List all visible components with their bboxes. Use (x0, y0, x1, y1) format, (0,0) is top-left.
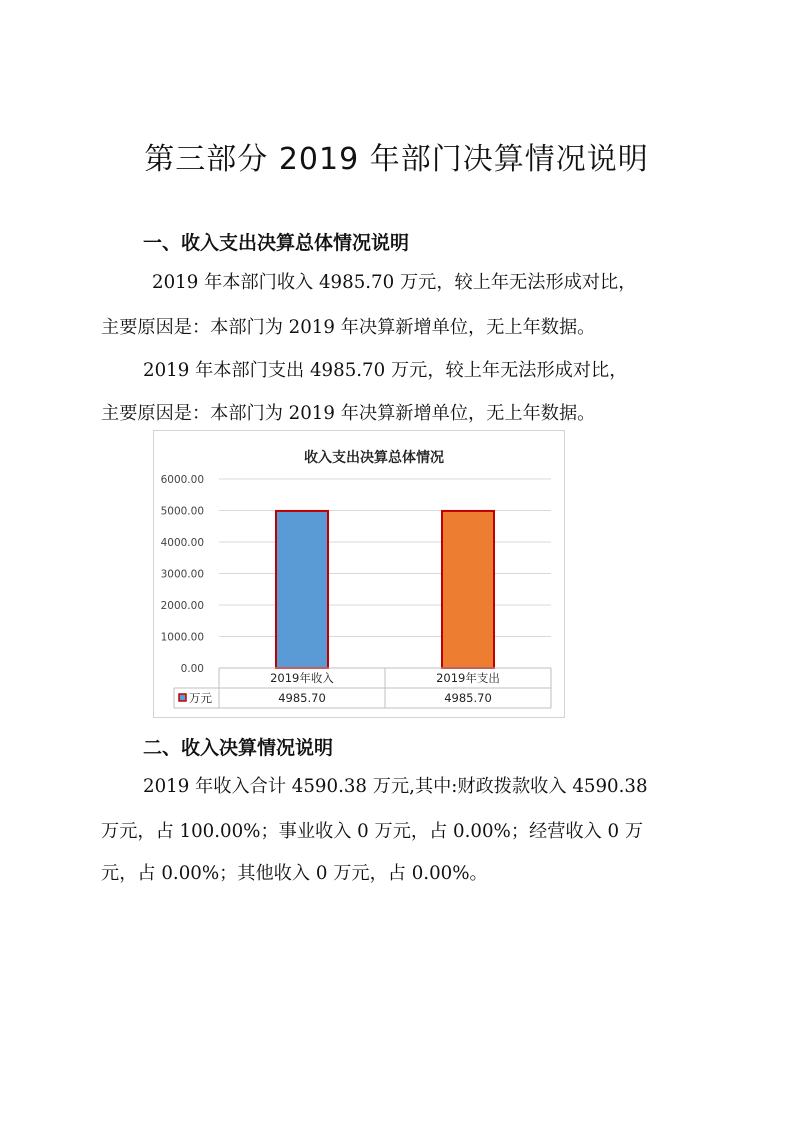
chart-container (153, 430, 565, 718)
bar-1 (276, 511, 328, 668)
data-label: 4985.70 (444, 691, 492, 705)
paragraph-income-line1: 2019 年本部门收入 4985.70 万元，较上年无法形成对比， (152, 272, 637, 293)
y-tick-label: 3000.00 (160, 568, 204, 581)
data-label: 4985.70 (278, 691, 326, 705)
paragraph-expense-line2: 主要原因是：本部门为 2019 年决算新增单位，无上年数据。 (101, 403, 596, 424)
y-tick-label: 1000.00 (160, 631, 204, 644)
paragraph-expense-line1: 2019 年本部门支出 4985.70 万元，较上年无法形成对比， (143, 360, 628, 381)
y-tick-label: 5000.00 (160, 505, 204, 518)
paragraph-revenue-line1: 2019 年收入合计 4590.38 万元,其中:财政拨款收入 4590.38 (143, 776, 648, 797)
category-label: 2019年收入 (270, 671, 334, 685)
y-tick-label: 6000.00 (160, 474, 204, 486)
y-tick-label: 0.00 (180, 663, 204, 675)
section-heading-2: 二、收入决算情况说明 (143, 737, 334, 759)
paragraph-revenue-line3: 元，占 0.00%；其他收入 0 万元，占 0.00%。 (101, 863, 488, 884)
bar-2 (442, 511, 494, 668)
category-label: 2019年支出 (436, 671, 500, 685)
section-heading-1: 一、收入支出决算总体情况说明 (143, 232, 410, 254)
paragraph-revenue-line2: 万元，占 100.00%；事业收入 0 万元，占 0.00%；经营收入 0 万 (101, 821, 644, 842)
page-title: 第三部分 2019 年部门决算情况说明 (144, 142, 649, 177)
paragraph-income-line2: 主要原因是：本部门为 2019 年决算新增单位，无上年数据。 (101, 317, 596, 338)
legend-label: 万元 (189, 691, 212, 705)
chart-title: 收入支出决算总体情况 (304, 450, 444, 466)
bar-chart (154, 431, 564, 717)
y-tick-label: 2000.00 (160, 600, 204, 612)
y-tick-label: 4000.00 (160, 537, 204, 549)
legend-key (179, 694, 186, 701)
